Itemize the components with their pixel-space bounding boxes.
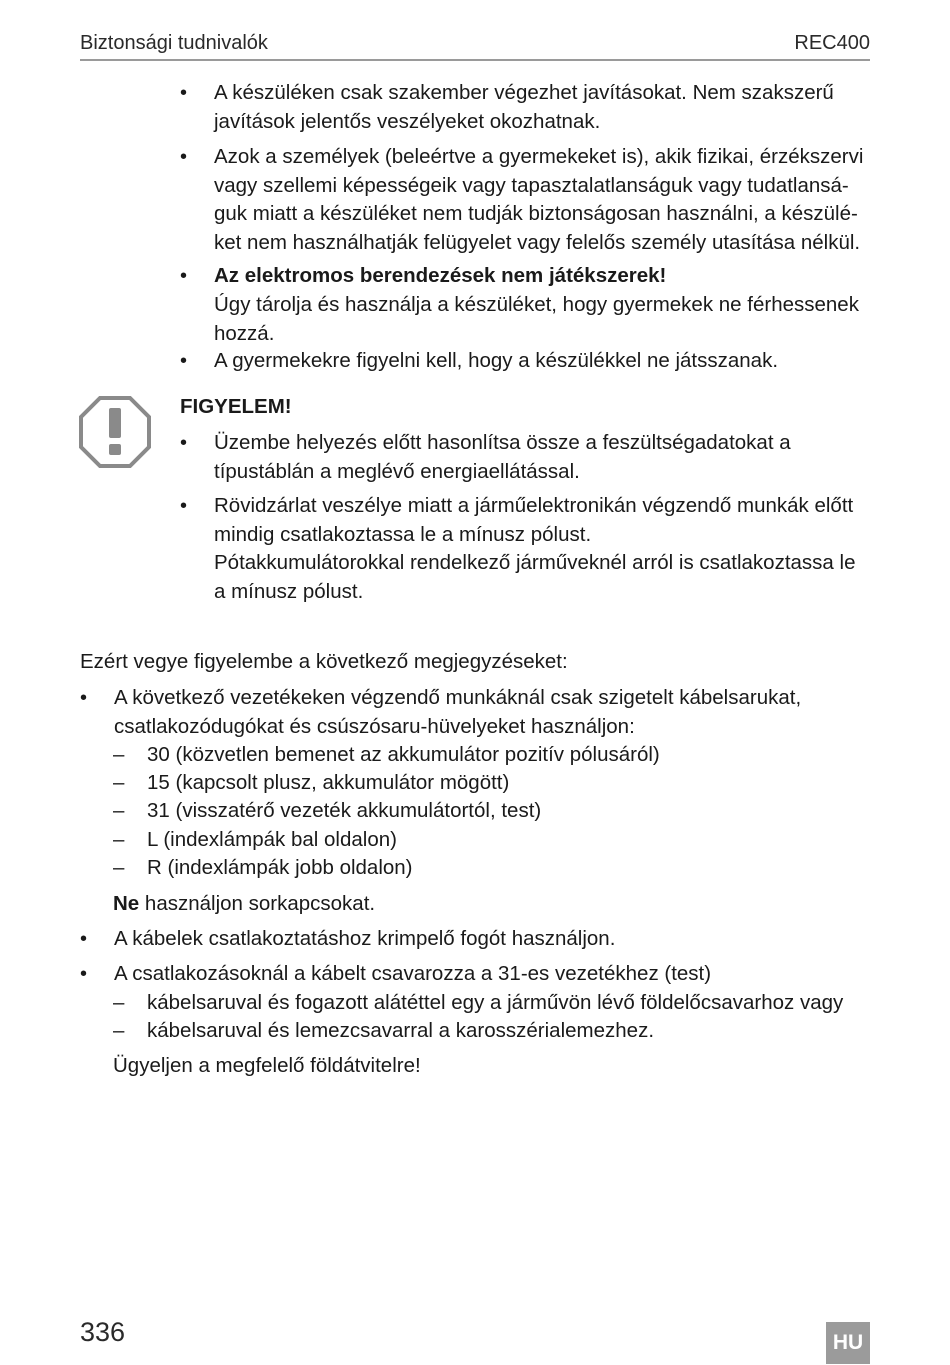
sub-list-item-text: R (indexlámpák jobb oldalon): [147, 856, 413, 879]
bullet-icon: •: [180, 350, 188, 372]
bullet-icon: •: [80, 687, 88, 709]
list-item-text: A csatlakozásoknál a kábelt csavarozza a 31-es vezetékhez (test): [114, 962, 712, 985]
bullet-icon: •: [180, 82, 188, 104]
section-title: Biztonsági tudnivalók: [80, 32, 268, 54]
bullet-icon: •: [180, 432, 188, 454]
warning-item-text: Rövidzárlat veszélye miatt a járműelektronikán végzendő munkák előtt mindig csatlakoztassa le a mínusz pólust. Pótakkumulátorokkal rendelkező járműveknél arról is csatlakoztassa le a mínusz pólust.: [214, 494, 856, 603]
page-header: [80, 27, 870, 61]
bullet-icon: •: [180, 265, 188, 287]
toy-warning-heading: Az elektromos berendezések nem játékszerek!: [214, 264, 667, 287]
page-number: 336: [80, 1317, 126, 1347]
bullet-icon: •: [180, 495, 188, 517]
sub-list-item-text: L (indexlámpák bal oldalon): [147, 828, 397, 851]
language-badge: HU: [826, 1322, 870, 1364]
warning-title: FIGYELEM!: [180, 395, 292, 418]
list-item-text: A gyermekekre figyelni kell, hogy a készülékkel ne játsszanak.: [214, 349, 779, 372]
sub-list-item-text: 30 (közvetlen bemenet az akkumulátor pozitív pólusáról): [147, 743, 660, 766]
closing-note: Ügyeljen a megfelelő földátvitelre!: [113, 1054, 421, 1077]
list-item-text: A következő vezetékeken végzendő munkáknál csak szigetelt kábelsarukat, csatlakozódugókat és csúszósaru-hüvelyeket használjon:: [114, 686, 802, 738]
sub-list-item-text: 31 (visszatérő vezeték akkumulátortól, test): [147, 799, 542, 822]
bullet-icon: •: [180, 146, 188, 168]
no-terminal-note: [113, 890, 375, 919]
toy-warning-text: Úgy tárolja és használja a készüléket, hogy gyermekek ne férhessenek hozzá.: [214, 293, 859, 345]
list-item-text: A készüléken csak szakember végezhet javításokat. Nem szakszerű javítások jelentős veszélyeket okozhatnak.: [214, 81, 834, 133]
list-item-text: A kábelek csatlakoztatáshoz krimpelő fogót használjon.: [114, 927, 616, 950]
notes-intro: Ezért vegye figyelembe a következő megjegyzéseket:: [80, 650, 568, 673]
model-name: REC400: [794, 32, 870, 54]
sub-list-item-text: kábelsaruval és lemezcsavarral a karosszérialemezhez.: [147, 1019, 655, 1042]
bullet-icon: •: [80, 928, 88, 950]
warning-item-text: Üzembe helyezés előtt hasonlítsa össze a feszültségadatokat a típustáblán a meglévő energiaellátással.: [214, 431, 791, 483]
bullet-icon: •: [80, 963, 88, 985]
exclamation-octagon-icon: [79, 396, 151, 468]
list-item-text: Azok a személyek (beleértve a gyermekeket is), akik fizikai, érzékszervi vagy szellemi képességeik vagy tapasztalatlanságuk vagy tudatlansá- guk miatt a készüléket nem tudják biztonságosan használni, a készülé- ket nem használhatják felügyelet vagy felelős személy utasítása nélkül.: [214, 145, 864, 254]
sub-list-item-text: kábelsaruval és fogazott alátéttel egy a járművön lévő földelőcsavarhoz vagy: [147, 991, 844, 1014]
no-terminal-text: használjon sorkapcsokat.: [139, 892, 376, 915]
no-terminal-emphasis: Ne: [113, 892, 140, 915]
sub-list-item-text: 15 (kapcsolt plusz, akkumulátor mögött): [147, 771, 510, 794]
